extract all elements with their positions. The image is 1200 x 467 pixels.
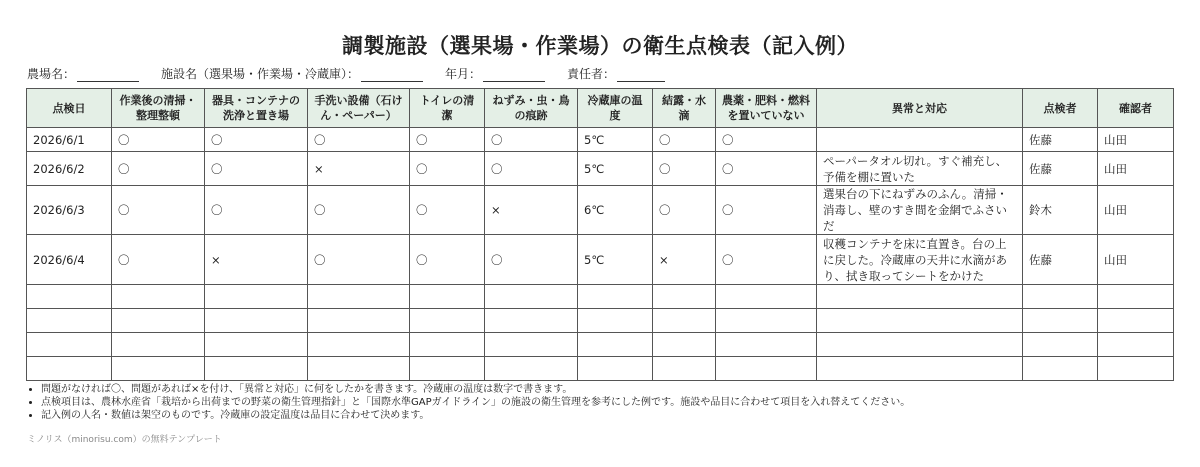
field-label: 農場名： xyxy=(27,67,76,81)
table-cell[interactable] xyxy=(716,357,817,381)
table-row xyxy=(27,285,1174,309)
table-cell[interactable]: 佐藤 xyxy=(1023,128,1098,152)
table-cell[interactable]: × xyxy=(205,235,308,285)
notes xyxy=(27,383,910,422)
field-blank-line[interactable] xyxy=(361,69,423,82)
table-cell[interactable]: 6℃ xyxy=(578,186,653,235)
table-cell[interactable]: 佐藤 xyxy=(1023,152,1098,186)
table-cell[interactable] xyxy=(205,357,308,381)
table-cell[interactable] xyxy=(27,309,112,333)
table-cell[interactable]: 2026/6/3 xyxy=(27,186,112,235)
field-3 xyxy=(567,65,665,82)
table-cell[interactable] xyxy=(716,285,817,309)
table-cell[interactable] xyxy=(205,285,308,309)
table-cell[interactable]: ペーパータオル切れ。すぐ補充し、予備を棚に置いた xyxy=(817,152,1023,186)
table-cell[interactable]: 山田 xyxy=(1098,152,1174,186)
inspection-table xyxy=(26,88,1174,381)
table-cell[interactable] xyxy=(485,285,578,309)
table-cell[interactable]: 〇 xyxy=(205,152,308,186)
table-cell[interactable] xyxy=(817,357,1023,381)
table-cell[interactable] xyxy=(27,285,112,309)
field-label: 責任者： xyxy=(567,67,616,81)
table-cell[interactable]: 〇 xyxy=(112,235,205,285)
table-cell[interactable] xyxy=(112,309,205,333)
column-header: 点検日 xyxy=(27,89,112,128)
table-row xyxy=(27,357,1174,381)
table-cell[interactable]: 佐藤 xyxy=(1023,235,1098,285)
table-cell[interactable] xyxy=(1023,357,1098,381)
table-cell[interactable] xyxy=(308,309,410,333)
table-row xyxy=(27,128,1174,152)
table-cell[interactable]: × xyxy=(308,152,410,186)
table-cell[interactable]: 〇 xyxy=(112,128,205,152)
header-fields xyxy=(27,65,687,82)
table-cell[interactable] xyxy=(578,357,653,381)
table-cell[interactable]: 5℃ xyxy=(578,152,653,186)
table-cell[interactable] xyxy=(578,333,653,357)
table-cell[interactable] xyxy=(205,309,308,333)
table-cell[interactable]: 〇 xyxy=(205,128,308,152)
table-row xyxy=(27,186,1174,235)
table-cell[interactable]: 〇 xyxy=(112,186,205,235)
table-cell[interactable]: 〇 xyxy=(485,128,578,152)
table-cell[interactable]: 〇 xyxy=(308,128,410,152)
table-cell[interactable]: 〇 xyxy=(308,235,410,285)
table-cell[interactable] xyxy=(716,309,817,333)
table-cell[interactable] xyxy=(817,128,1023,152)
table-cell[interactable] xyxy=(410,357,485,381)
table-cell[interactable]: 2026/6/4 xyxy=(27,235,112,285)
table-cell[interactable]: 〇 xyxy=(410,235,485,285)
table-cell[interactable] xyxy=(27,333,112,357)
table-cell[interactable]: 〇 xyxy=(410,128,485,152)
field-0 xyxy=(27,65,139,82)
table-cell[interactable]: 鈴木 xyxy=(1023,186,1098,235)
table-cell[interactable] xyxy=(485,309,578,333)
table-cell[interactable]: 〇 xyxy=(716,186,817,235)
column-header: 点検者 xyxy=(1023,89,1098,128)
note-item: • 記入例の人名・数値は架空のものです。冷蔵庫の設定温度は品目に合わせて決めます。 xyxy=(41,409,910,422)
column-header: 結露・水滴 xyxy=(653,89,716,128)
table-cell[interactable] xyxy=(817,309,1023,333)
column-header: ねずみ・虫・鳥の痕跡 xyxy=(485,89,578,128)
column-header: 冷蔵庫の温度 xyxy=(578,89,653,128)
table-cell[interactable]: 〇 xyxy=(485,235,578,285)
page-title: 調製施設（選果場・作業場）の衛生点検表（記入例） xyxy=(342,34,858,58)
field-label: 年月： xyxy=(445,67,482,81)
field-2 xyxy=(445,65,545,82)
table-cell[interactable]: 5℃ xyxy=(578,235,653,285)
field-blank-line[interactable] xyxy=(617,69,665,82)
column-header: 手洗い設備（石けん・ペーパー） xyxy=(308,89,410,128)
table-cell[interactable]: 〇 xyxy=(112,152,205,186)
table-cell[interactable] xyxy=(410,333,485,357)
table-cell[interactable] xyxy=(485,357,578,381)
table-cell[interactable] xyxy=(410,285,485,309)
table-cell[interactable] xyxy=(1023,285,1098,309)
column-header: 作業後の清掃・整理整頓 xyxy=(112,89,205,128)
table-row xyxy=(27,152,1174,186)
table-cell[interactable] xyxy=(410,309,485,333)
table-cell[interactable]: 2026/6/2 xyxy=(27,152,112,186)
table-cell[interactable] xyxy=(578,285,653,309)
field-1 xyxy=(161,65,423,82)
table-cell[interactable]: 〇 xyxy=(410,152,485,186)
table-cell[interactable] xyxy=(308,357,410,381)
table-header-row xyxy=(27,89,1174,128)
table-cell[interactable]: 〇 xyxy=(653,186,716,235)
table-cell[interactable] xyxy=(817,285,1023,309)
table-cell[interactable]: 山田 xyxy=(1098,186,1174,235)
note-item: • 問題がなければ〇、問題があれば×を付け、「異常と対応」に何をしたかを書きます。冷蔵庫の温度は数字で書きます。 xyxy=(41,383,910,396)
table-cell[interactable]: × xyxy=(653,235,716,285)
table-cell[interactable]: 5℃ xyxy=(578,128,653,152)
table-cell[interactable] xyxy=(653,285,716,309)
column-header: 異常と対応 xyxy=(817,89,1023,128)
table-cell[interactable] xyxy=(578,309,653,333)
table-cell[interactable]: 選果台の下にねずみのふん。清掃・消毒し、壁のすき間を金網でふさいだ xyxy=(817,186,1023,235)
table-cell[interactable]: 〇 xyxy=(716,235,817,285)
table-cell[interactable] xyxy=(653,357,716,381)
column-header: 器具・コンテナの洗浄と置き場 xyxy=(205,89,308,128)
table-cell[interactable] xyxy=(1023,333,1098,357)
table-cell[interactable]: 〇 xyxy=(716,128,817,152)
column-header: 確認者 xyxy=(1098,89,1174,128)
table-cell[interactable] xyxy=(1098,309,1174,333)
field-blank-line[interactable] xyxy=(483,69,545,82)
table-cell[interactable]: 〇 xyxy=(485,152,578,186)
table-cell[interactable] xyxy=(1098,333,1174,357)
table-cell[interactable] xyxy=(1023,309,1098,333)
table-cell[interactable] xyxy=(1098,357,1174,381)
table-cell[interactable] xyxy=(27,357,112,381)
table-cell[interactable]: 〇 xyxy=(653,128,716,152)
table-cell[interactable]: 2026/6/1 xyxy=(27,128,112,152)
table-cell[interactable]: × xyxy=(485,186,578,235)
table-cell[interactable] xyxy=(653,333,716,357)
table-cell[interactable] xyxy=(653,309,716,333)
table-cell[interactable]: 収穫コンテナを床に直置き。台の上に戻した。冷蔵庫の天井に水滴があり、拭き取ってシートをかけた xyxy=(817,235,1023,285)
table-cell[interactable] xyxy=(485,333,578,357)
table-cell[interactable] xyxy=(817,333,1023,357)
table-cell[interactable]: 〇 xyxy=(205,186,308,235)
table-cell[interactable] xyxy=(716,333,817,357)
table-cell[interactable] xyxy=(308,285,410,309)
table-cell[interactable]: 〇 xyxy=(716,152,817,186)
table-cell[interactable] xyxy=(112,333,205,357)
table-row xyxy=(27,309,1174,333)
table-cell[interactable]: 〇 xyxy=(410,186,485,235)
field-blank-line[interactable] xyxy=(77,69,139,82)
table-cell[interactable]: 〇 xyxy=(653,152,716,186)
table-row xyxy=(27,333,1174,357)
column-header: トイレの清潔 xyxy=(410,89,485,128)
table-cell[interactable] xyxy=(308,333,410,357)
table-cell[interactable] xyxy=(1098,285,1174,309)
table-cell[interactable] xyxy=(112,357,205,381)
table-cell[interactable]: 山田 xyxy=(1098,128,1174,152)
note-item: • 点検項目は、農林水産省「栽培から出荷までの野菜の衛生管理指針」と「国際水準GAPガイドライン」の施設の衛生管理を参考にした例です。施設や品目に合わせて項目を入れ替えてください。 xyxy=(41,396,910,409)
column-header: 農薬・肥料・燃料を置いていない xyxy=(716,89,817,128)
table-cell[interactable]: 〇 xyxy=(308,186,410,235)
field-label: 施設名（選果場・作業場・冷蔵庫）： xyxy=(161,67,360,81)
footer-credit: ミノリス（minorisu.com）の無料テンプレート xyxy=(27,435,222,445)
table-cell[interactable]: 山田 xyxy=(1098,235,1174,285)
table-cell[interactable] xyxy=(205,333,308,357)
table-row xyxy=(27,235,1174,285)
table-cell[interactable] xyxy=(112,285,205,309)
